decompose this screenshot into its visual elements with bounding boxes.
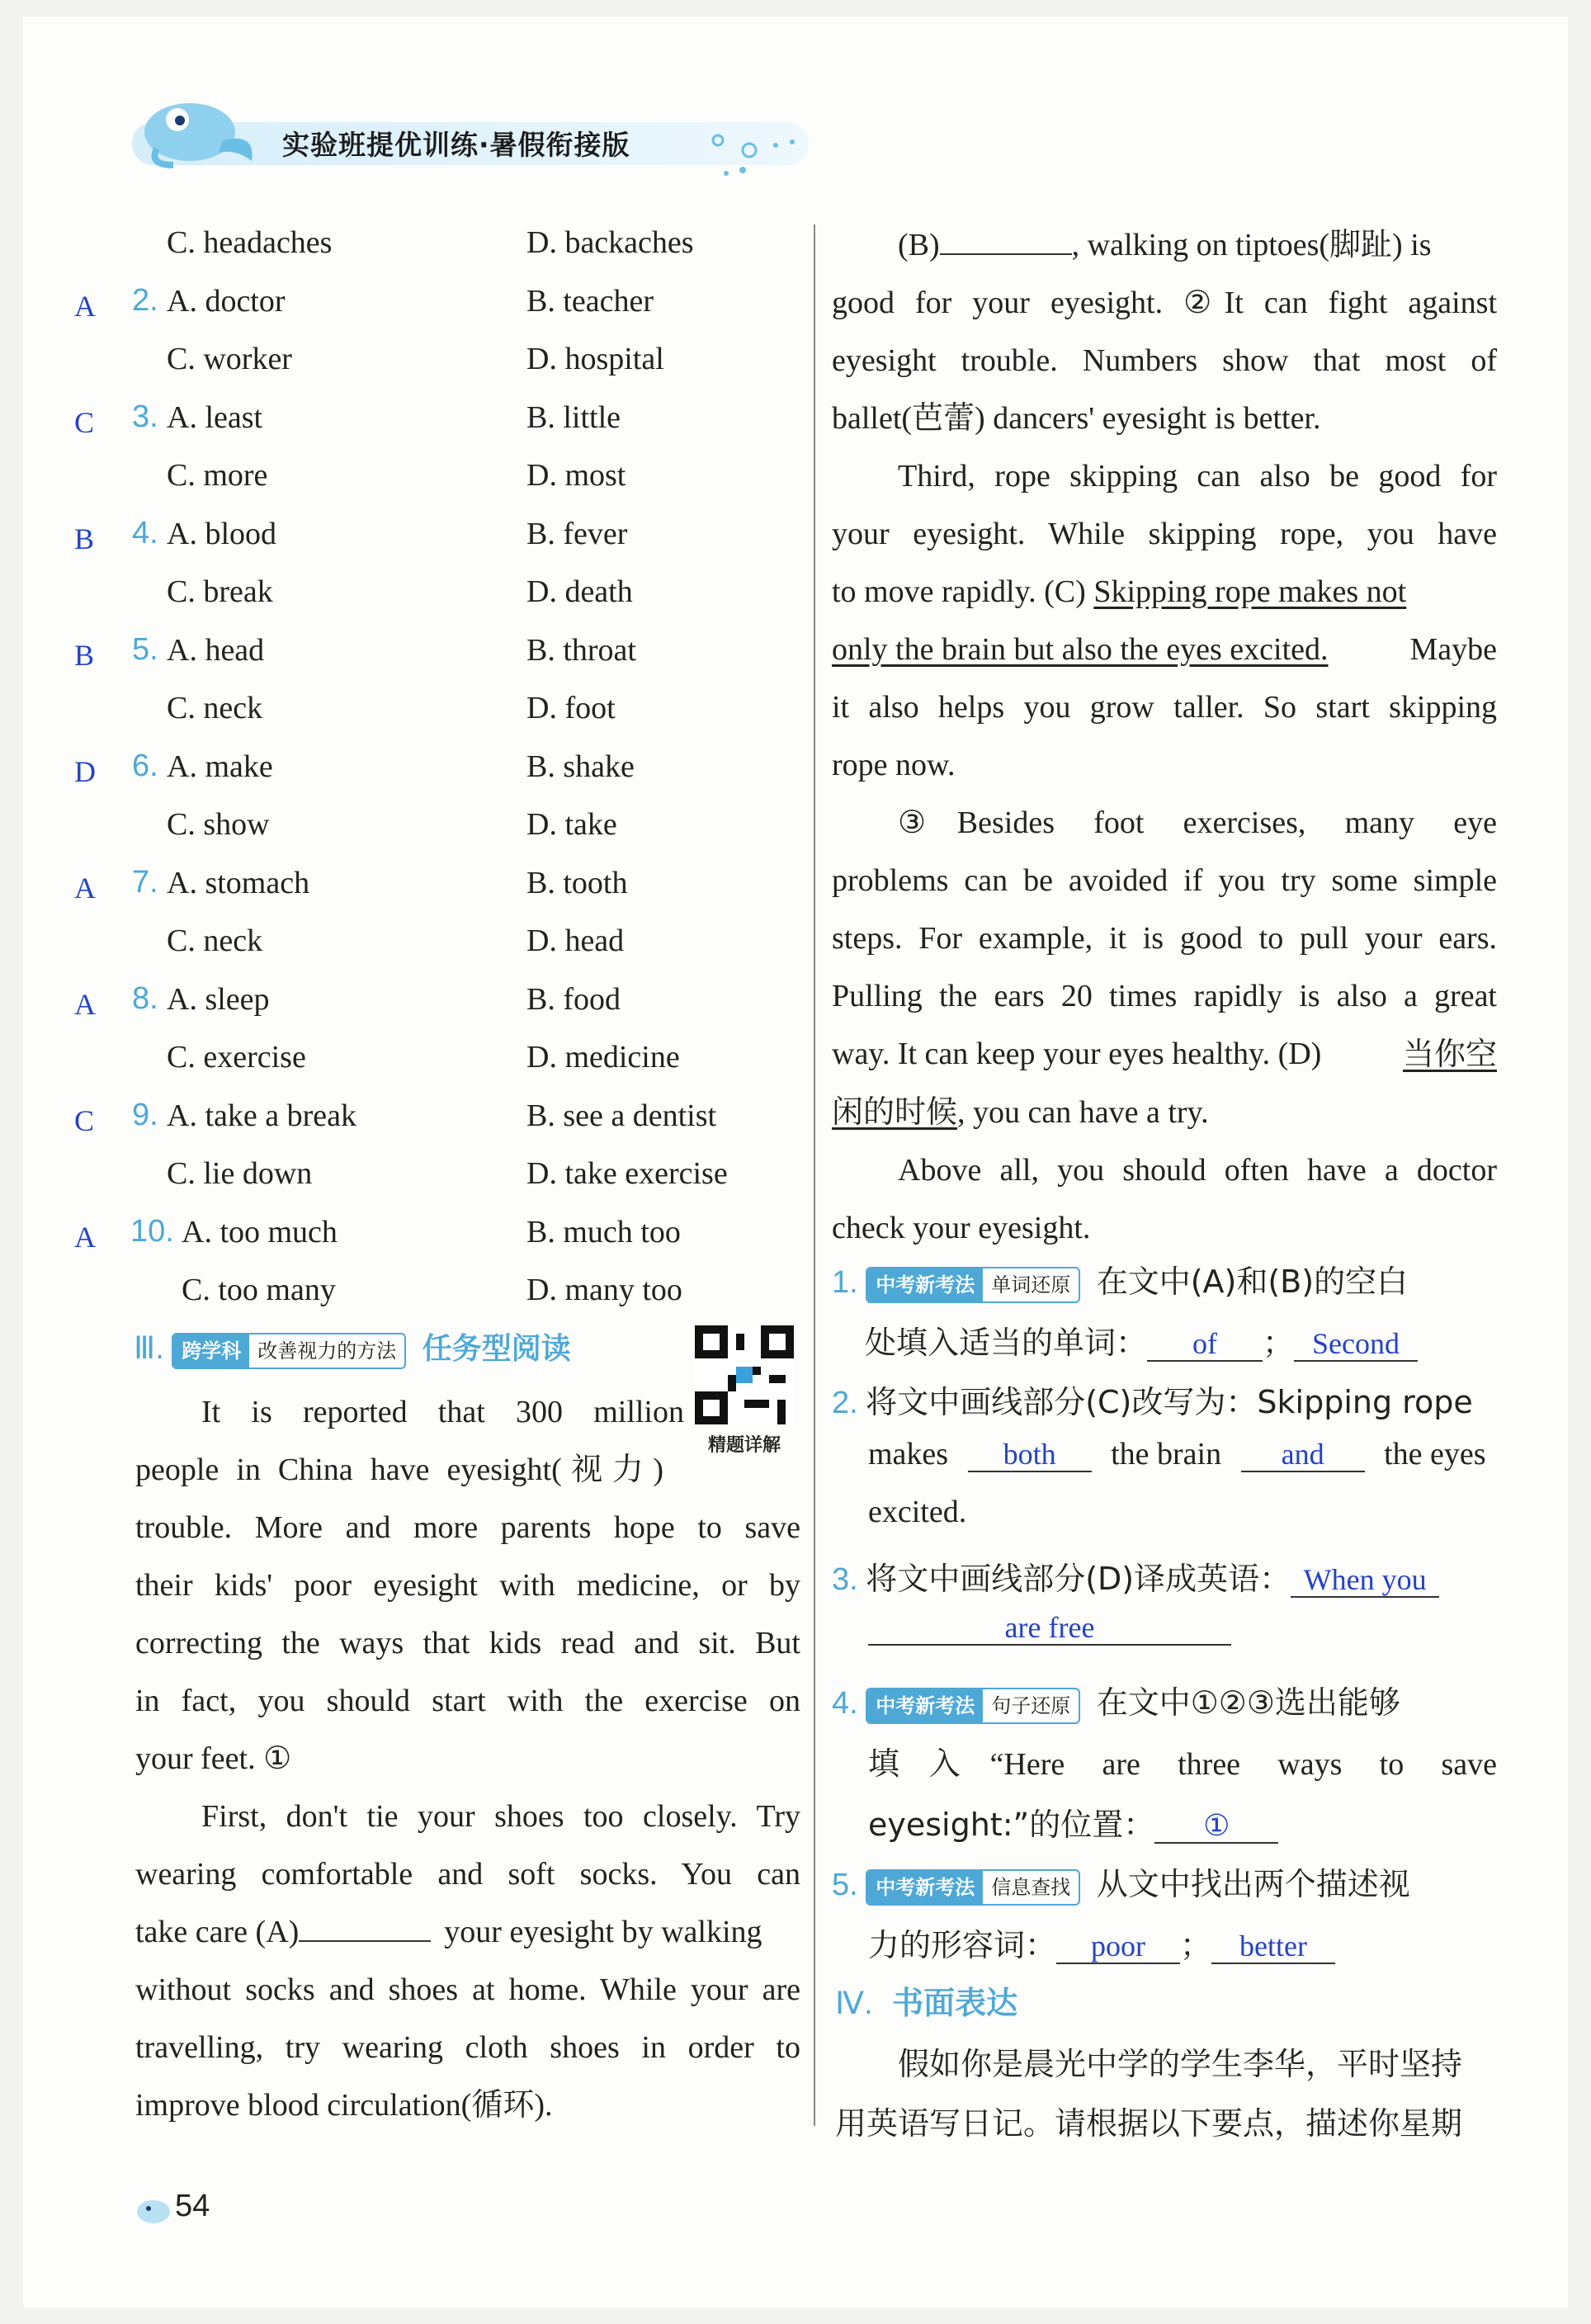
header-title: 实验班提优训练·暑假衔接版 <box>282 129 630 161</box>
section4-line2: 用英语写日记。请根据以下要点，描述你星期 <box>835 2105 1463 2142</box>
question-tag <box>866 1267 1080 1303</box>
passage-line-part: Maybe <box>1409 632 1497 667</box>
question-number: 8. <box>132 980 158 1016</box>
tag-right: 句子还原 <box>991 1694 1071 1718</box>
option-a[interactable]: A. stomach <box>167 865 310 900</box>
option-b[interactable]: B. see a dentist <box>526 1098 717 1133</box>
option-a[interactable]: A. blood <box>167 516 276 551</box>
passage-line: your feet. ① <box>135 1741 292 1776</box>
passage-line: steps. For example, it is good to pull your ears. <box>832 921 1497 956</box>
option-a[interactable]: A. doctor <box>167 283 286 319</box>
option-d[interactable]: D. take <box>526 807 617 842</box>
question-2-line2 <box>868 1436 1486 1472</box>
answer-letter: B <box>74 522 95 555</box>
question-1-line2 <box>865 1317 1418 1363</box>
passage-line: Above all, you should often have a doctor <box>898 1153 1497 1188</box>
option-a[interactable]: A. head <box>167 632 265 668</box>
question-number: 5. <box>832 1868 858 1902</box>
option-b[interactable]: B. much too <box>526 1214 681 1249</box>
question-number: 3. <box>832 1562 858 1597</box>
answer-letter: A <box>74 1220 96 1254</box>
option-d[interactable]: D. hospital <box>526 342 664 376</box>
label-b: (B) <box>898 228 940 262</box>
question-text: eyesight:”的位置： <box>868 1807 1155 1843</box>
passage-line-part: take care (A) <box>135 1915 300 1949</box>
option-d[interactable]: D. many too <box>526 1273 682 1307</box>
option-d[interactable]: D. most <box>526 458 626 493</box>
option-d[interactable]: D. foot <box>526 691 616 725</box>
answer-letter: A <box>74 289 96 323</box>
passage-line <box>135 1903 800 1961</box>
question-number: 10. <box>130 1213 174 1249</box>
answer-field[interactable]: are free <box>868 1611 1231 1646</box>
question-text: 在文中(A)和(B)的空白 <box>1096 1264 1409 1300</box>
answer-field[interactable]: of <box>1147 1327 1263 1362</box>
question-number: 7. <box>132 864 158 900</box>
answer-letter: D <box>74 754 96 788</box>
option-b[interactable]: B. food <box>526 981 621 1017</box>
section4-roman: Ⅳ. <box>835 1986 873 2021</box>
question-text: the brain <box>1111 1437 1222 1471</box>
answer-field[interactable]: poor <box>1056 1930 1180 1964</box>
question-5 <box>832 1859 1410 1906</box>
option-a[interactable]: A. too much <box>182 1214 338 1249</box>
option-c[interactable]: C. neck <box>167 923 263 958</box>
answer-letter: C <box>74 405 95 439</box>
separator: ； <box>1180 1929 1212 1963</box>
passage-line: people in China have eyesight(视力) <box>135 1452 663 1487</box>
passage-line: check your eyesight. <box>832 1211 1091 1245</box>
passage-line: rope now. <box>832 748 956 782</box>
question-number: 2. <box>132 282 158 318</box>
question-number: 4. <box>832 1686 858 1721</box>
question-5-line2 <box>868 1920 1335 1965</box>
option-d[interactable]: D. take exercise <box>526 1156 728 1191</box>
question-text: 处填入适当的单词： <box>865 1325 1148 1361</box>
bubble-dots-icon <box>710 124 809 190</box>
answer-field[interactable]: and <box>1241 1438 1365 1472</box>
option-d[interactable]: D. head <box>526 923 625 958</box>
option-c[interactable]: C. break <box>167 574 273 609</box>
question-text: the eyes <box>1384 1437 1486 1471</box>
tag-left: 中考新考法 <box>867 1268 983 1301</box>
section4-title: 书面表达 <box>892 1985 1018 2021</box>
question-text: 将文中画线部分(D)译成英语： <box>866 1561 1291 1597</box>
option-b[interactable]: B. throat <box>526 632 636 668</box>
section3-tag <box>172 1333 406 1369</box>
passage-line: it also helps you grow taller. So start skipping <box>832 690 1497 725</box>
blank-a[interactable] <box>299 1912 431 1942</box>
option-b[interactable]: B. tooth <box>526 865 628 900</box>
option-b[interactable]: B. shake <box>526 749 635 784</box>
question-text: 力的形容词： <box>868 1927 1057 1963</box>
passage-line: trouble. More and more parents hope to save <box>135 1510 800 1545</box>
question-number: 6. <box>132 748 158 783</box>
passage-line-part: , you can have a try. <box>957 1095 1209 1130</box>
question-2 <box>832 1377 1473 1422</box>
section4-header <box>835 1977 1017 2023</box>
passage-line <box>832 216 1497 274</box>
question-4-line3 <box>868 1799 1278 1845</box>
passage-line: It is reported that 300 million <box>201 1395 684 1429</box>
footer-dolphin-icon <box>132 2190 178 2228</box>
passage-line: improve blood circulation(循环). <box>135 2088 553 2123</box>
tag-left: 中考新考法 <box>867 1689 983 1722</box>
question-4-line2: 填入“Here are three ways to save <box>868 1747 1497 1782</box>
passage-line <box>832 1025 1497 1083</box>
option-a[interactable]: A. least <box>167 399 263 435</box>
question-3-line2 <box>868 1609 1231 1646</box>
question-text: 将文中画线部分(C)改写为：Skipping rope <box>866 1384 1473 1420</box>
option-d[interactable]: D. medicine <box>526 1040 680 1075</box>
underlined-d: 闲的时候 <box>832 1094 958 1130</box>
passage-line: problems can be avoided if you try some simple <box>832 863 1497 898</box>
question-number: 5. <box>132 631 158 667</box>
passage-line: ③Besides foot exercises, many eye <box>898 805 1497 840</box>
passage-line: correcting the ways that kids read and sit. But <box>135 1626 800 1660</box>
option-c[interactable]: C. too many <box>182 1273 336 1307</box>
option-c[interactable]: C. headaches <box>167 225 333 260</box>
option-d[interactable]: D. backaches <box>526 225 694 260</box>
question-number: 1. <box>832 1265 858 1300</box>
answer-field[interactable]: both <box>968 1438 1092 1472</box>
tag-left: 中考新考法 <box>867 1871 983 1904</box>
passage-line: eyesight trouble. Numbers show that most of <box>832 343 1497 378</box>
tag-right: 单词还原 <box>991 1273 1071 1297</box>
question-text: makes <box>868 1437 949 1471</box>
answer-letter: C <box>74 1103 95 1137</box>
passage-left <box>135 1383 800 2134</box>
question-number: 3. <box>132 399 158 434</box>
dolphin-mascot-icon <box>132 83 264 173</box>
answer-letter: A <box>74 871 96 905</box>
option-c[interactable]: C. show <box>167 807 270 842</box>
option-c[interactable]: C. exercise <box>167 1040 306 1075</box>
column-divider <box>814 224 815 2126</box>
passage-line-part: to move rapidly. (C) <box>832 574 1086 609</box>
option-c[interactable]: C. neck <box>167 691 263 725</box>
underlined-d: 当你空 <box>1402 1036 1497 1072</box>
answer-letter: B <box>74 638 95 672</box>
passage-line: travelling, try wearing cloth shoes in order to <box>135 2030 800 2065</box>
passage-line: Pulling the ears 20 times rapidly is also a great <box>832 979 1497 1013</box>
underlined-c: Skipping rope makes not <box>1093 574 1407 609</box>
passage-line: in fact, you should start with the exercise on <box>135 1684 800 1718</box>
option-b[interactable]: B. little <box>526 399 621 435</box>
answer-field[interactable]: ① <box>1154 1809 1278 1844</box>
option-b[interactable]: B. teacher <box>526 283 654 319</box>
question-text: 从文中找出两个描述视 <box>1096 1866 1410 1902</box>
answer-field[interactable]: better <box>1211 1930 1335 1964</box>
question-4 <box>832 1677 1400 1724</box>
passage-line: ballet(芭蕾) dancers' eyesight is better. <box>832 401 1321 436</box>
section3-roman: Ⅲ. <box>134 1331 164 1366</box>
passage-right <box>832 216 1497 1257</box>
answer-field[interactable]: Second <box>1294 1327 1418 1362</box>
blank-b[interactable] <box>940 225 1072 255</box>
section3-tag-right: 改善视力的方法 <box>257 1339 397 1363</box>
passage-line: Third, rope skipping can also be good for <box>898 459 1497 494</box>
section3-header <box>134 1325 571 1369</box>
passage-line: without socks and shoes at home. While your are <box>135 1972 800 2007</box>
question-text: 在文中①②③选出能够 <box>1096 1684 1400 1721</box>
question-2-line3: excited. <box>868 1495 967 1529</box>
passage-line: wearing comfortable and soft socks. You can <box>135 1857 800 1892</box>
passage-line <box>832 1083 1497 1141</box>
qr-caption: 精题详解 <box>708 1435 781 1456</box>
option-c[interactable]: C. more <box>167 458 268 493</box>
question-number: 9. <box>132 1097 158 1132</box>
passage-line: First, don't tie your shoes too closely. Try <box>201 1799 800 1834</box>
option-a[interactable]: A. take a break <box>167 1098 356 1133</box>
question-1 <box>832 1256 1408 1303</box>
passage-line-part: your eyesight by walking <box>444 1915 762 1949</box>
option-d[interactable]: D. death <box>526 574 633 609</box>
page-number: 54 <box>175 2189 210 2223</box>
option-b[interactable]: B. fever <box>526 516 628 551</box>
passage-line: good for your eyesight. ②It can fight against <box>832 286 1497 320</box>
option-c[interactable]: C. lie down <box>167 1156 313 1191</box>
passage-line-part: way. It can keep your eyes healthy. (D) <box>832 1037 1322 1071</box>
option-a[interactable]: A. sleep <box>167 981 270 1017</box>
section4-line1: 假如你是晨光中学的学生李华，平时坚持 <box>898 2046 1463 2082</box>
question-3 <box>832 1553 1439 1599</box>
tag-right: 信息查找 <box>991 1876 1071 1900</box>
passage-line: their kids' poor eyesight with medicine, or by <box>135 1568 800 1603</box>
passage-line <box>832 563 1497 621</box>
question-tag <box>866 1869 1080 1906</box>
option-c[interactable]: C. worker <box>167 342 292 376</box>
answer-field[interactable]: When you <box>1291 1563 1439 1598</box>
question-number: 2. <box>832 1386 858 1420</box>
separator: ； <box>1263 1326 1295 1361</box>
section3-tag-left: 跨学科 <box>173 1334 249 1367</box>
option-a[interactable]: A. make <box>167 749 273 784</box>
passage-line-part: , walking on tiptoes(脚趾) is <box>1071 228 1432 262</box>
underlined-c: only the brain but also the eyes excited. <box>832 632 1329 667</box>
section3-title: 任务型阅读 <box>422 1332 571 1366</box>
passage-line <box>832 621 1497 678</box>
answer-letter: A <box>74 987 96 1021</box>
passage-line: your eyesight. While skipping rope, you have <box>832 517 1497 551</box>
question-tag <box>866 1688 1080 1724</box>
question-number: 4. <box>132 515 158 550</box>
